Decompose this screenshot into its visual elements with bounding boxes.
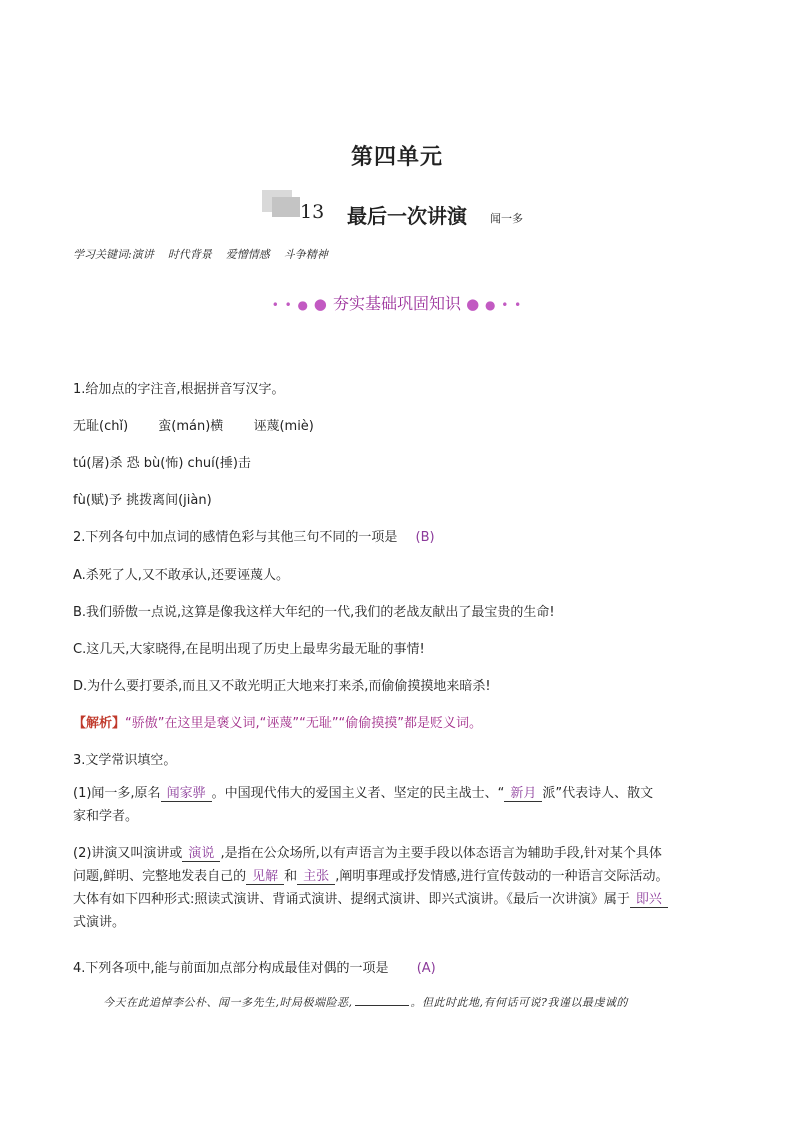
- keyword: 爱憎情感: [225, 248, 270, 261]
- q3-p1-text: (1)闻一多,原名: [73, 786, 161, 801]
- q3-prompt: 3.文学常识填空。: [73, 753, 177, 768]
- q3-p2-text: (2)讲演又叫演讲或: [73, 846, 183, 861]
- keywords-label: 学习关键词:: [73, 248, 132, 261]
- lesson-number: 13: [300, 201, 325, 223]
- q3-p1-text: 家和学者。: [73, 809, 139, 824]
- q1-row3: [73, 489, 212, 508]
- section-banner-text: 夯实基础巩固知识: [332, 294, 461, 313]
- q2-option-c: C.这几天,大家晓得,在昆明出现了历史上最卑劣最无耻的事情!: [73, 642, 425, 657]
- q1-item: tú(屠)杀: [73, 456, 123, 471]
- q3-paragraph-2: [73, 842, 729, 934]
- q4-prompt: 4.下列各项中,能与前面加点部分构成最佳对偶的一项是: [73, 961, 389, 976]
- unit-title: 第四单元: [350, 145, 443, 170]
- q1-item: 无耻(chǐ): [73, 419, 129, 434]
- q2-analysis: [73, 712, 482, 731]
- q4-passage-text: 。但此时此地,有何话可说?我谨以最虔诚的: [410, 996, 628, 1009]
- q3-p2-answer-2: 见解: [246, 869, 284, 885]
- keyword: 时代背景: [167, 248, 212, 261]
- q4-blank: [355, 995, 409, 1006]
- q4-passage-text: 今天在此追悼李公朴、闻一多先生,时局极端险恶,: [103, 996, 353, 1009]
- keyword: 斗争精神: [283, 248, 328, 261]
- q2-answer: (B): [415, 530, 435, 545]
- q1-item: fù(赋)予: [73, 493, 122, 508]
- q4-prompt-line: [73, 957, 436, 976]
- q1-item: 蛮(mán)横: [158, 419, 224, 434]
- keywords-line: [73, 246, 342, 262]
- q3-p2-answer-3: 主张: [297, 869, 335, 885]
- q1-row2: [73, 452, 251, 471]
- q2-prompt-line: [73, 526, 435, 545]
- keyword: 演讲: [131, 248, 154, 261]
- analysis-tag: 【解析】: [73, 716, 126, 731]
- q3-p2-text: ,阐明事理或抒发情感,进行宣传鼓动的一种语言交际活动。: [335, 869, 669, 884]
- q2-option-b: B.我们骄傲一点说,这算是像我这样大年纪的一代,我们的老战友献出了最宝贵的生命!: [73, 605, 555, 620]
- q1-item: 恐 bù(怖): [126, 456, 184, 471]
- analysis-text: “骄傲”在这里是褒义词,“诬蔑”“无耻”“偷偷摸摸”都是贬义词。: [125, 716, 483, 731]
- q3-p2-text: 和: [284, 869, 298, 884]
- lesson-number-decoration-shadow: [272, 197, 300, 217]
- q1-row1: [73, 415, 314, 434]
- banner-dots-right: ● ● • •: [466, 295, 523, 313]
- q3-p1-text: 。中国现代伟大的爱国主义者、坚定的民主战士、“: [211, 786, 505, 801]
- q3-p2-text: 大体有如下四种形式:照读式演讲、背诵式演讲、提纲式演讲、即兴式演讲。《最后一次讲演》属于: [73, 892, 630, 907]
- lesson-author: 闻一多: [490, 212, 523, 225]
- q2-option-a: A.杀死了人,又不敢承认,还要诬蔑人。: [73, 568, 290, 583]
- q3-p2-answer-1: 演说: [182, 846, 220, 862]
- q1-item: chuí(捶)击: [187, 456, 251, 471]
- q3-p1-text: 派”代表诗人、散文: [542, 786, 654, 801]
- q4-passage: [103, 994, 628, 1010]
- section-banner: [0, 291, 794, 314]
- lesson-title: 最后一次讲演: [347, 204, 467, 228]
- banner-dots-left: • • ● ●: [271, 295, 328, 313]
- q4-answer: (A): [416, 961, 436, 976]
- q3-p2-text: 问题,鲜明、完整地发表自己的: [73, 869, 247, 884]
- q3-paragraph-1: [73, 782, 729, 828]
- q3-p1-answer-2: 新月: [504, 786, 542, 802]
- q2-option-d: D.为什么要打要杀,而且又不敢光明正大地来打来杀,而偷偷摸摸地来暗杀!: [73, 679, 491, 694]
- q3-p2-text: 式演讲。: [73, 915, 126, 930]
- q1-item: 挑拨离间(jiàn): [126, 493, 212, 508]
- q3-p2-answer-4: 即兴: [630, 892, 668, 908]
- q1-item: 诬蔑(miè): [253, 419, 314, 434]
- q1-prompt: 1.给加点的字注音,根据拼音写汉字。: [73, 382, 285, 397]
- q3-p1-answer-1: 闻家骅: [161, 786, 212, 802]
- q2-prompt: 2.下列各句中加点词的感情色彩与其他三句不同的一项是: [73, 530, 398, 545]
- q3-p2-text: ,是指在公众场所,以有声语言为主要手段以体态语言为辅助手段,针对某个具体: [220, 846, 662, 861]
